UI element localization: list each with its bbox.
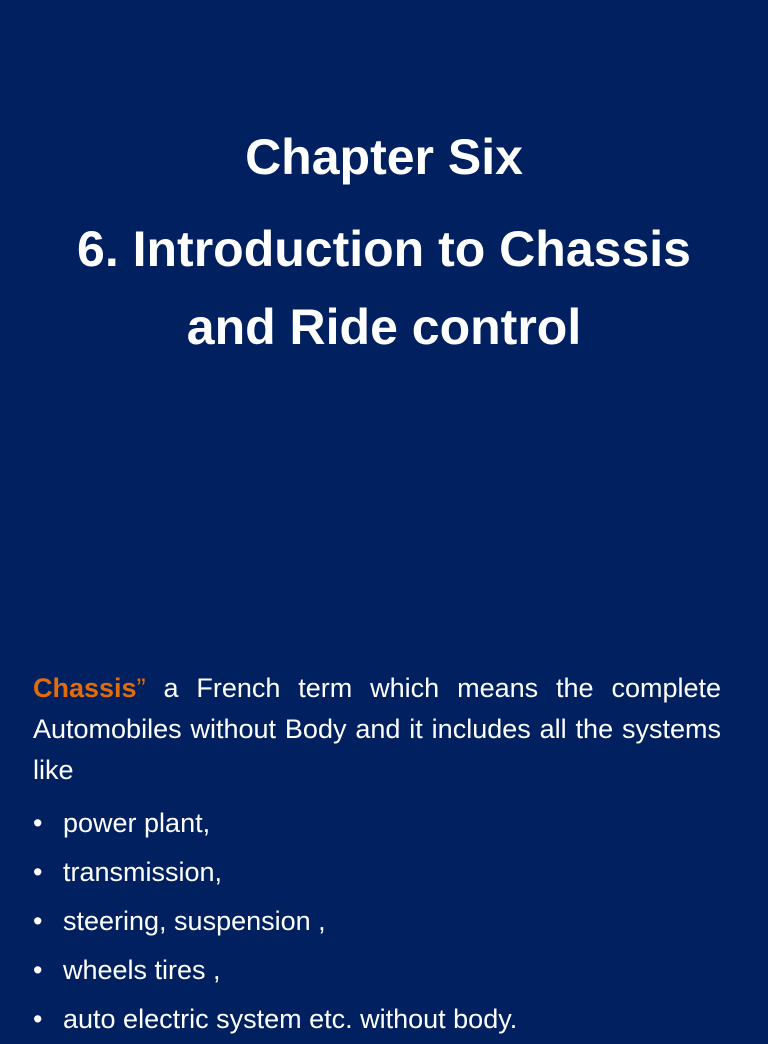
body-text [33,668,721,1044]
bullet-icon: • [33,857,43,887]
chapter-subtitle: 6. Introduction to Chassis and Ride control [77,221,691,355]
list-item-text: auto electric system etc. without body. [63,1004,518,1034]
definition-text: a French term which means the complete Automobiles without Body and it includes all the systems like [33,673,721,785]
list-item-text: power plant, [63,808,211,838]
list-item-text: steering, suspension , [63,906,326,936]
list-item [33,995,721,1044]
bullet-icon: • [33,906,43,936]
bullet-icon: • [33,808,43,838]
definition-paragraph [33,668,721,791]
bullet-icon: • [33,955,43,985]
chapter-title: Chapter Six [245,129,523,185]
bullet-icon: • [33,1004,43,1034]
list-item [33,946,721,995]
list-item-text: wheels tires , [63,955,221,985]
list-item [33,799,721,848]
list-item-text: transmission, [63,857,223,887]
list-item [33,848,721,897]
title-block [0,118,768,366]
list-item [33,897,721,946]
definition-term: Chassis [33,673,137,703]
definition-quote-mark: ” [136,673,146,703]
bullet-list [33,799,721,1044]
